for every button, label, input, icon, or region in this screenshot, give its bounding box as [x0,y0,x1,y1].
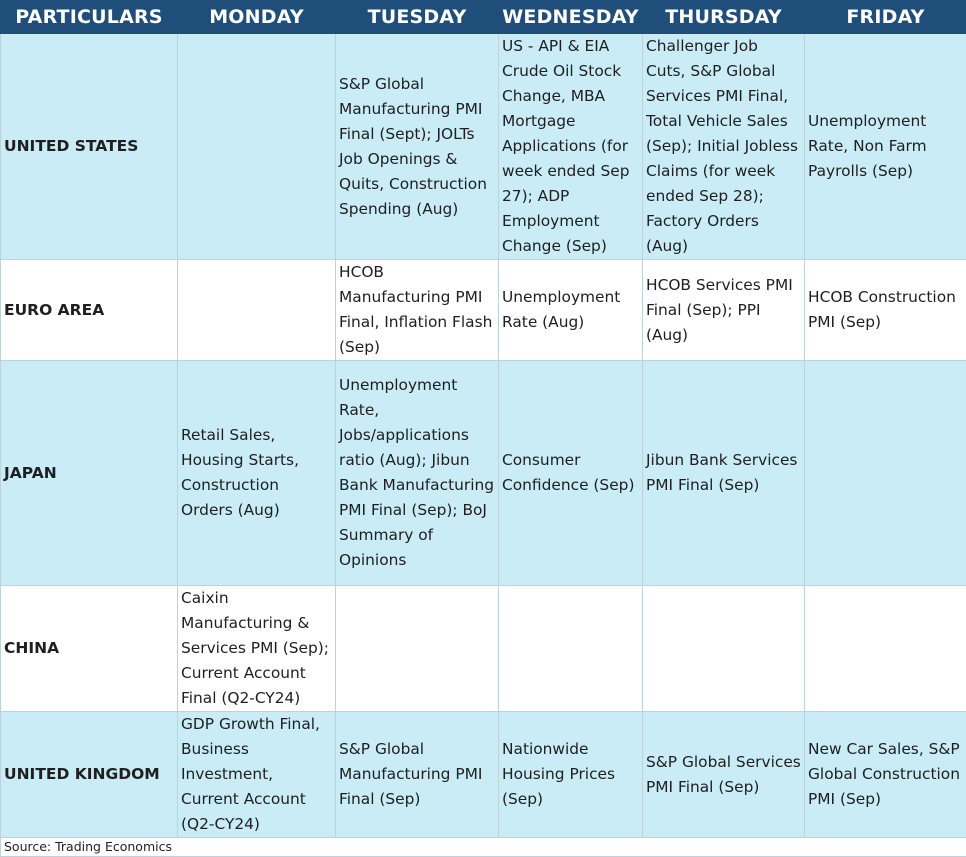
wednesday-cell: Consumer Confidence (Sep) [499,361,643,586]
thursday-cell [643,586,805,712]
country-cell: EURO AREA [1,260,178,361]
friday-cell: New Car Sales, S&P Global Construction PMI (Sep) [805,712,966,838]
header-particulars: PARTICULARS [1,1,178,34]
tuesday-cell: S&P Global Manufacturing PMI Final (Sep) [336,712,499,838]
monday-cell [178,260,336,361]
tuesday-cell: S&P Global Manufacturing PMI Final (Sept); JOLTs Job Openings & Quits, Construction Spending (Aug) [336,34,499,260]
country-cell: UNITED KINGDOM [1,712,178,838]
friday-cell: HCOB Construction PMI (Sep) [805,260,966,361]
wednesday-cell [499,586,643,712]
header-tuesday: TUESDAY [336,1,499,34]
friday-cell [805,361,966,586]
header-monday: MONDAY [178,1,336,34]
country-cell: JAPAN [1,361,178,586]
country-cell: UNITED STATES [1,34,178,260]
thursday-cell: Challenger Job Cuts, S&P Global Services PMI Final, Total Vehicle Sales (Sep); Initial Jobless Claims (for week ended Sep 28); Factory Orders (Aug) [643,34,805,260]
friday-cell [805,586,966,712]
header-row [1,1,966,34]
thursday-cell: Jibun Bank Services PMI Final (Sep) [643,361,805,586]
thursday-cell: HCOB Services PMI Final (Sep); PPI (Aug) [643,260,805,361]
monday-cell: GDP Growth Final, Business Investment, Current Account (Q2-CY24) [178,712,336,838]
source-note: Source: Trading Economics [1,838,966,857]
monday-cell: Caixin Manufacturing & Services PMI (Sep); Current Account Final (Q2-CY24) [178,586,336,712]
table-row [1,260,966,361]
tuesday-cell [336,586,499,712]
friday-cell: Unemployment Rate, Non Farm Payrolls (Sep) [805,34,966,260]
header-wednesday: WEDNESDAY [499,1,643,34]
wednesday-cell: Unemployment Rate (Aug) [499,260,643,361]
tuesday-cell: HCOB Manufacturing PMI Final, Inflation Flash (Sep) [336,260,499,361]
source-row [1,838,966,857]
table-row [1,361,966,586]
table-row [1,712,966,838]
wednesday-cell: Nationwide Housing Prices (Sep) [499,712,643,838]
header-thursday: THURSDAY [643,1,805,34]
wednesday-cell: US - API & EIA Crude Oil Stock Change, MBA Mortgage Applications (for week ended Sep 27); ADP Employment Change (Sep) [499,34,643,260]
monday-cell [178,34,336,260]
thursday-cell: S&P Global Services PMI Final (Sep) [643,712,805,838]
country-cell: CHINA [1,586,178,712]
tuesday-cell: Unemployment Rate, Jobs/applications ratio (Aug); Jibun Bank Manufacturing PMI Final (Sep); BoJ Summary of Opinions [336,361,499,586]
table-row [1,34,966,260]
header-friday: FRIDAY [805,1,966,34]
table-row [1,586,966,712]
monday-cell: Retail Sales, Housing Starts, Construction Orders (Aug) [178,361,336,586]
